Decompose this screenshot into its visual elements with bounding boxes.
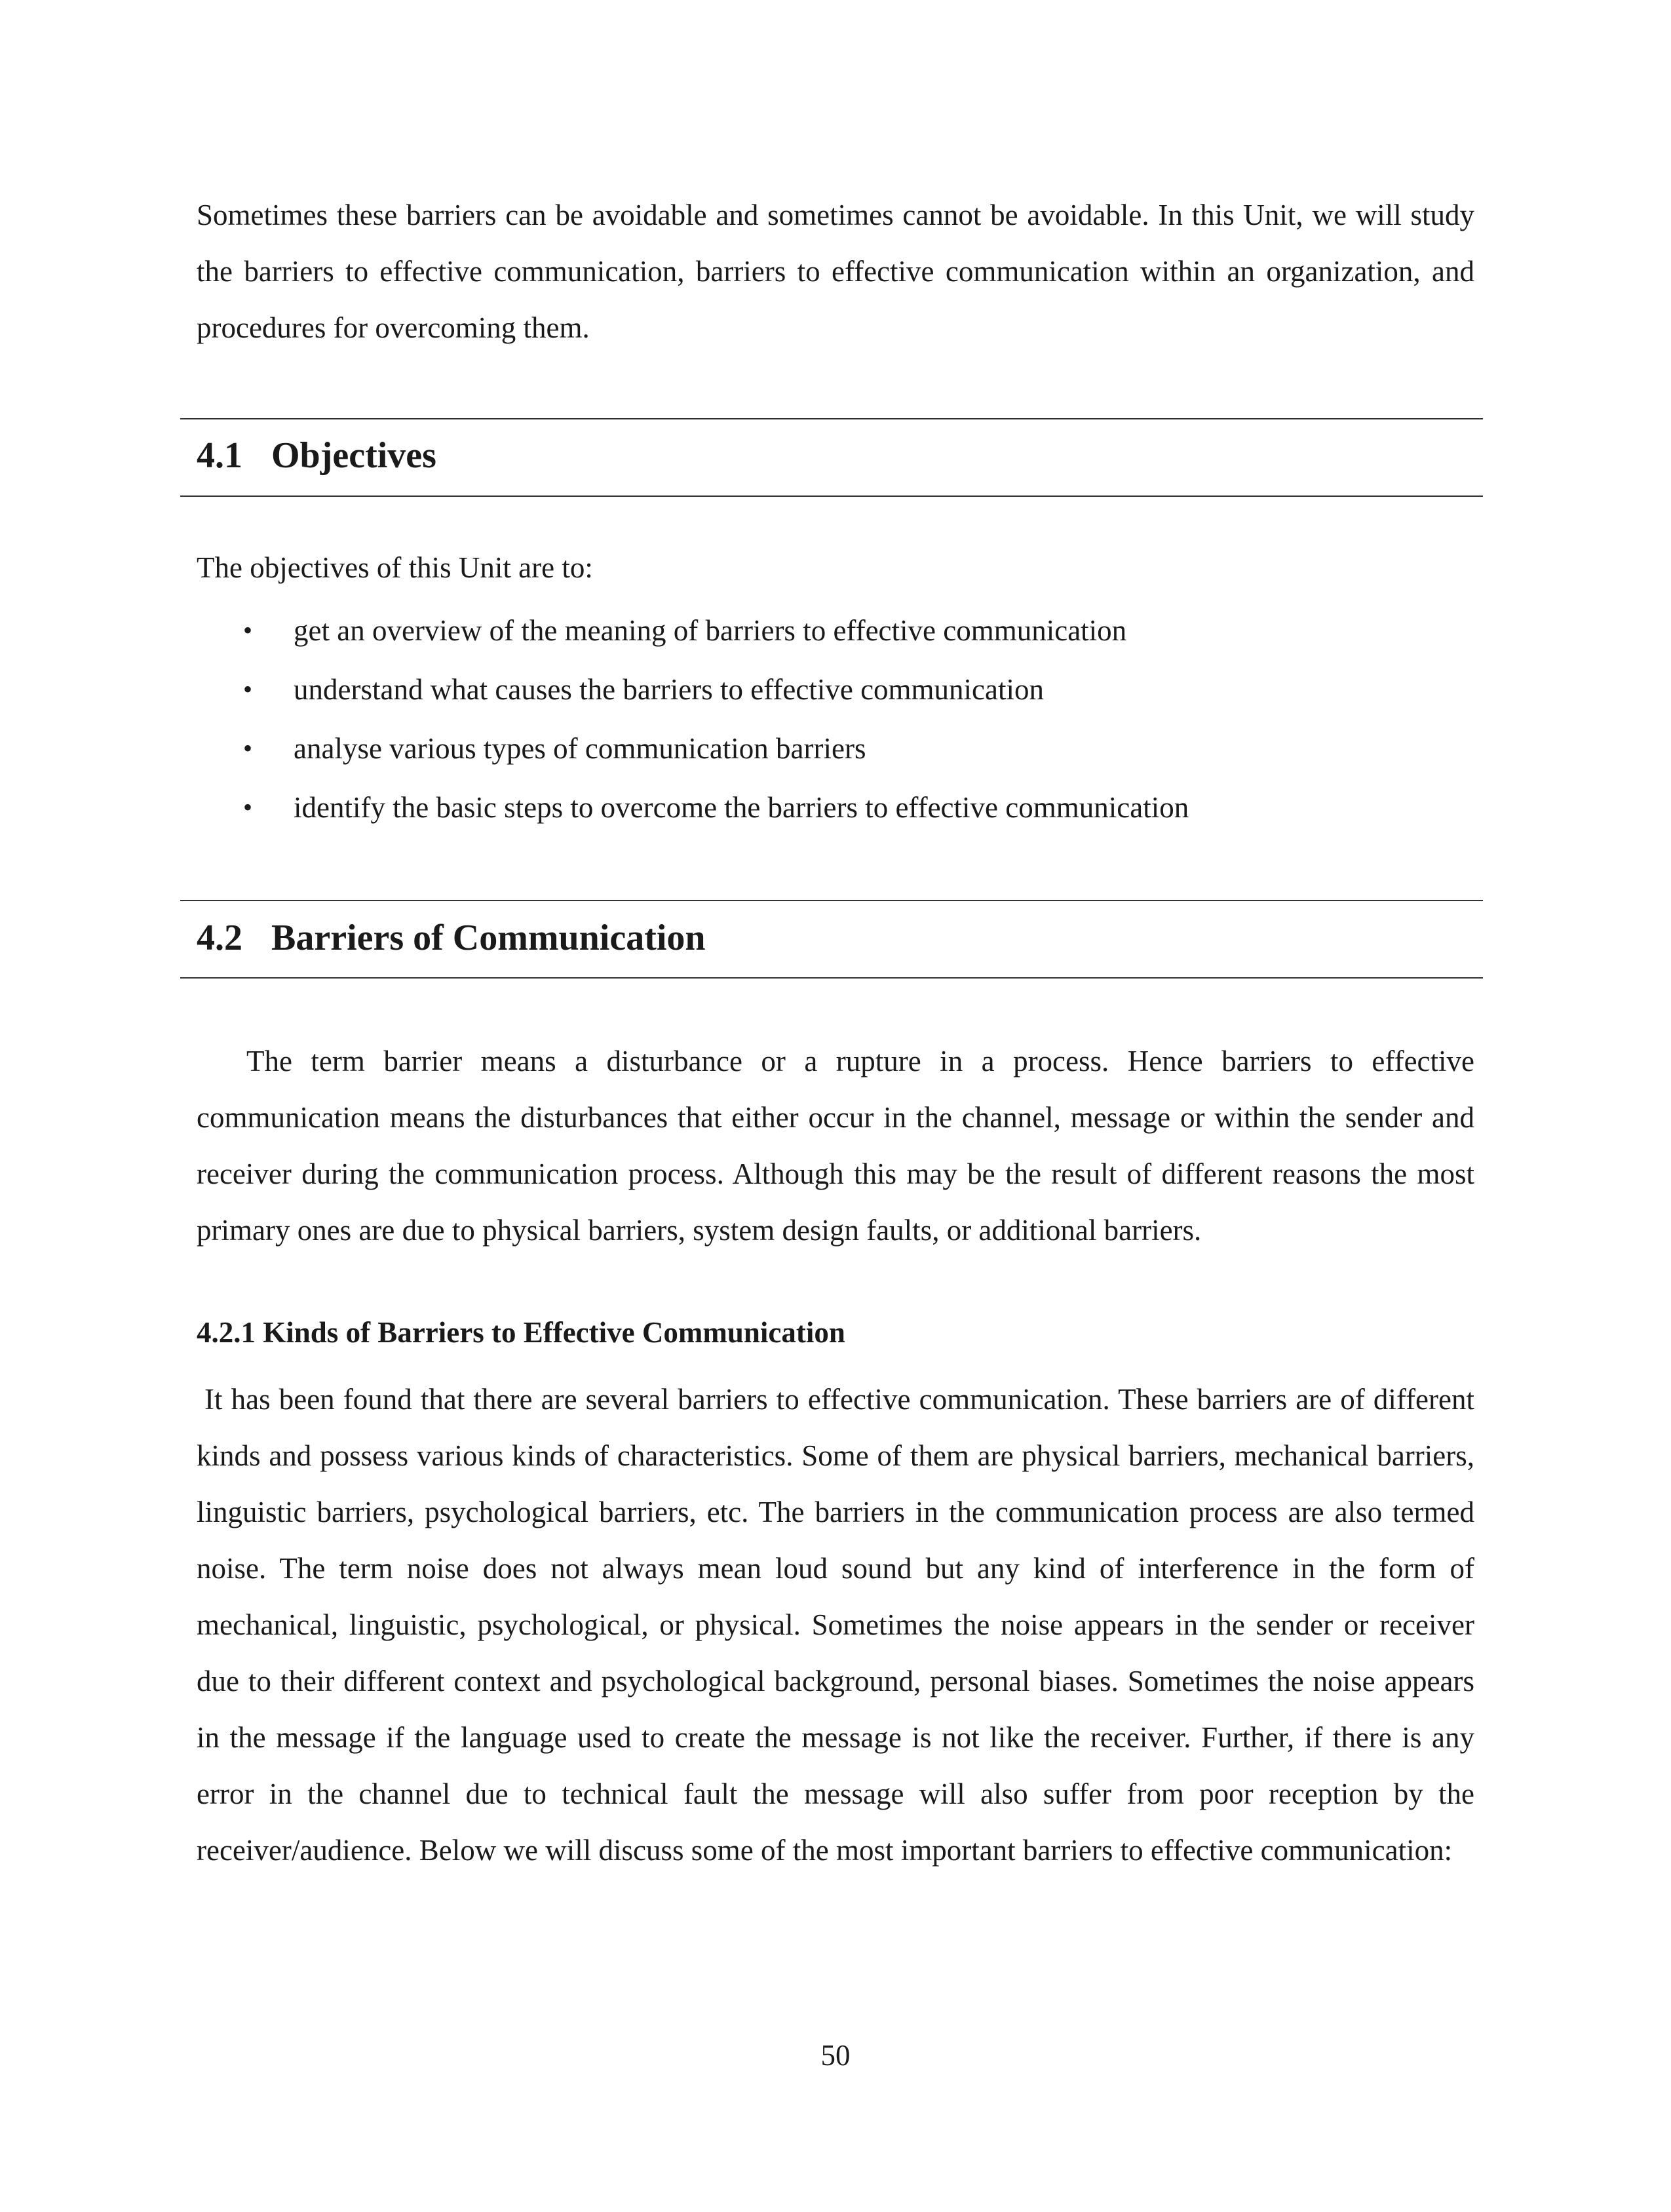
section-number: 4.2 xyxy=(197,918,242,958)
section-heading-4-2 xyxy=(197,917,706,959)
objectives-intro: The objectives of this Unit are to: xyxy=(197,551,593,584)
subsection-heading: 4.2.1 Kinds of Barriers to Effective Communication xyxy=(197,1316,845,1349)
bullet-icon: • xyxy=(243,615,253,645)
section-rule-bottom xyxy=(180,977,1483,979)
list-item xyxy=(197,660,1474,719)
page-number: 50 xyxy=(820,2039,851,2072)
bullet-icon: • xyxy=(243,733,253,763)
list-item xyxy=(197,719,1474,778)
intro-paragraph: Sometimes these barriers can be avoidable and sometimes cannot be avoidable. In this Unit, we will study the barriers to effective communication, barriers to effective communication within an organization, and procedures for overcoming them. xyxy=(197,199,1474,344)
section-rule-bottom xyxy=(180,495,1483,497)
section-title: Barriers of Communication xyxy=(271,918,706,958)
bullet-icon: • xyxy=(243,792,253,822)
objectives-list xyxy=(197,601,1474,837)
objectives-intro-block xyxy=(197,551,1474,585)
section-title: Objectives xyxy=(271,435,436,476)
section-rule-top xyxy=(180,900,1483,901)
barriers-block xyxy=(197,1033,1474,1258)
kinds-paragraph: It has been found that there are several barriers to effective communication. These barriers are of different kinds and possess various kinds of characteristics. Some of them are physical barriers, mechanical barriers, linguistic barriers, psychological barriers, etc. The barriers in the communication process are also termed noise. The term noise does not always mean loud sound but any kind of interference in the form of mechanical, linguistic, psychological, or physical. Sometimes the noise appears in the sender or receiver due to their different context and psychological background, personal biases. Sometimes the noise appears in the message if the language used to create the message is not like the receiver. Further, if there is any error in the channel due to technical fault the message will also suffer from poor reception by the receiver/audience. Below we will discuss some of the most important barriers to effective communication: xyxy=(197,1383,1474,1867)
barriers-paragraph: The term barrier means a disturbance or a rupture in a process. Hence barriers to effective communication means the disturbances that either occur in the channel, message or within the sender and receiver during the communication process. Although this may be the result of different reasons the most primary ones are due to physical barriers, system design faults, or additional barriers. xyxy=(197,1045,1474,1247)
list-item-text: understand what causes the barriers to effective communication xyxy=(294,673,1044,706)
section-number: 4.1 xyxy=(197,435,242,476)
section-heading-4-1 xyxy=(197,435,436,476)
kinds-block xyxy=(197,1371,1474,1878)
list-item-text: get an overview of the meaning of barriers to effective communication xyxy=(294,614,1127,647)
list-item-text: identify the basic steps to overcome the barriers to effective communication xyxy=(294,791,1189,824)
section-rule-top xyxy=(180,418,1483,419)
list-item xyxy=(197,601,1474,660)
list-item-text: analyse various types of communication barriers xyxy=(294,732,866,765)
bullet-icon: • xyxy=(243,674,253,704)
list-item xyxy=(197,778,1474,837)
intro-block xyxy=(197,187,1474,356)
